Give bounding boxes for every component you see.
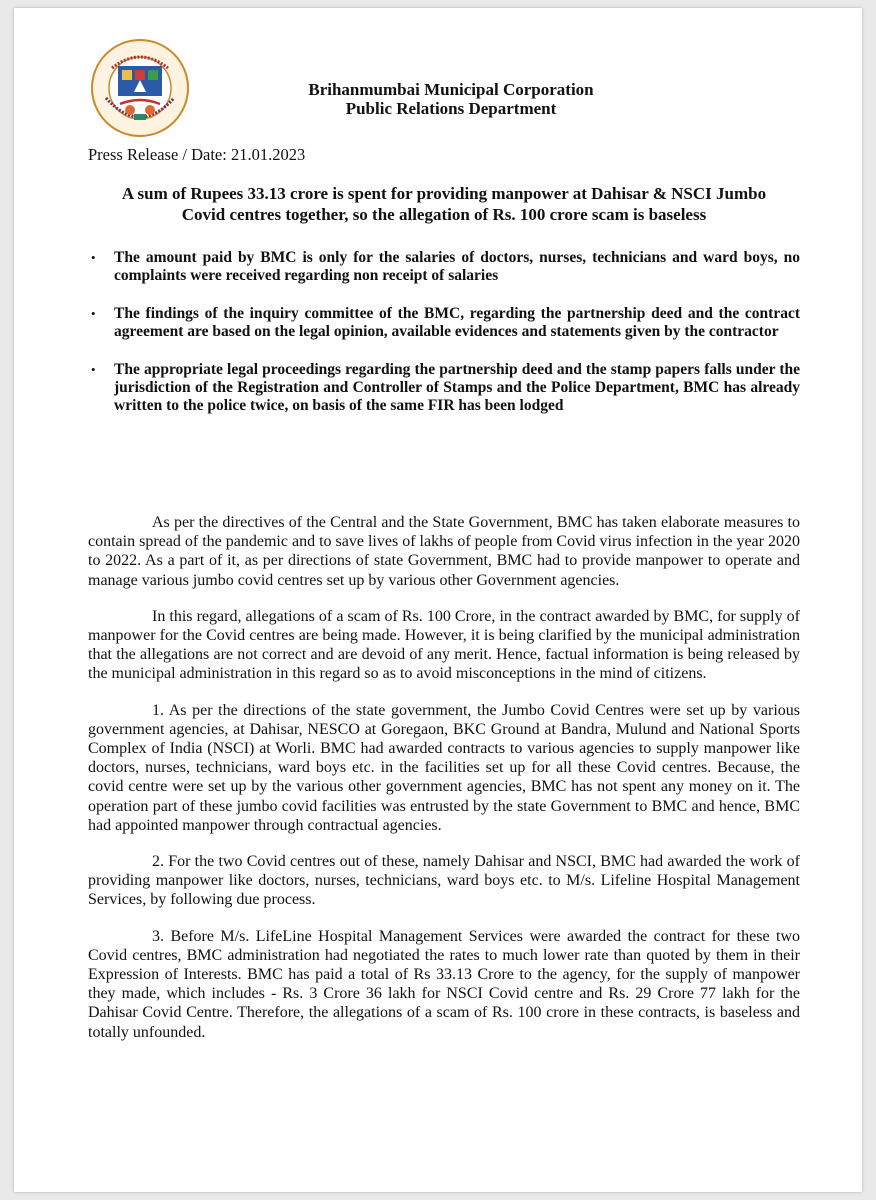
highlight-text: The findings of the inquiry committee of the BMC, regarding the partnership deed and the contract agreement are based on the legal opinion, available evidences and statements given by the contractor [114,305,800,340]
document-header [14,80,862,118]
body-paragraph: As per the directives of the Central and the State Government, BMC has taken elaborate measures to contain spread of the pandemic and to save lives of lakhs of people from Covid virus infection in the year 2020 to 2022. As a part of it, as per directions of state Government, BMC had to provide manpower to operate and manage various jumbo covid centres set up by various other Government agencies. [88,514,800,589]
bullet-icon: • [91,306,96,321]
body-paragraph: 3. Before M/s. LifeLine Hospital Management Services were awarded the contract for these two Covid centres, BMC administration had negotiated the rates to much lower rate than quoted by them in their Expression of Interests. BMC has paid a total of Rs 33.13 Crore to the agency, for the supply of manpower they made, which includes - Rs. 3 Crore 36 lakh for NSCI Covid centre and Rs. 29 Crore 77 lakh for the Dahisar Covid Centre. Therefore, the allegations of a scam of Rs. 100 crore in these contracts, is baseless and totally unfounded. [88,927,800,1041]
bullet-icon: • [91,250,96,265]
organization-name: Brihanmumbai Municipal Corporation [308,80,594,99]
press-release-page [14,8,862,1192]
press-release-date: Press Release / Date: 21.01.2023 [88,145,306,164]
highlight-text: The amount paid by BMC is only for the salaries of doctors, nurses, technicians and ward boys, no complaints were received regarding non receipt of salaries [114,249,800,284]
department-name: Public Relations Department [345,99,557,118]
press-release-body [88,513,800,1059]
press-release-headline: A sum of Rupees 33.13 crore is spent for providing manpower at Dahisar & NSCI Jumbo Covid centres together, so the allegation of Rs. 100 crore scam is baseless [121,184,767,224]
body-paragraph: In this regard, allegations of a scam of Rs. 100 Crore, in the contract awarded by BMC, for supply of manpower for the Covid centres are being made. However, it is being clarified by the municipal administration that the allegations are not correct and are devoid of any merit. Hence, factual information is being released by the municipal administration in this regard so as to avoid misconceptions in the mind of citizens. [88,607,800,683]
body-paragraph: 2. For the two Covid centres out of these, namely Dahisar and NSCI, BMC had awarded the work of providing manpower like doctors, nurses, technicians, ward boys etc. to M/s. Lifeline Hospital Management Services, by following due process. [88,853,800,909]
highlight-text: The appropriate legal proceedings regarding the partnership deed and the stamp papers falls under the jurisdiction of the Registration and Controller of Stamps and the Police Department, BMC has already written to the police twice, on basis of the same FIR has been lodged [114,361,800,414]
highlight-item [91,305,800,341]
bullet-icon: • [91,362,96,377]
highlights-list [91,249,800,435]
highlight-item [91,361,800,415]
body-paragraph: 1. As per the directions of the state government, the Jumbo Covid Centres were set up by various government agencies, at Dahisar, NESCO at Goregaon, BKC Ground at Bandra, Mulund and National Sports Complex of India (NSCI) at Worli. BMC had awarded contracts to various agencies to supply manpower like doctors, nurses, technicians, ward boys etc. in the facilities set up for all these Covid centres. Because, the covid centre were set up by the various other government agencies, BMC has not spent any money on it. The operation part of these jumbo covid facilities was entrusted by the state Government to BMC and hence, BMC had appointed manpower through contractual agencies. [88,701,800,834]
highlight-item [91,249,800,285]
